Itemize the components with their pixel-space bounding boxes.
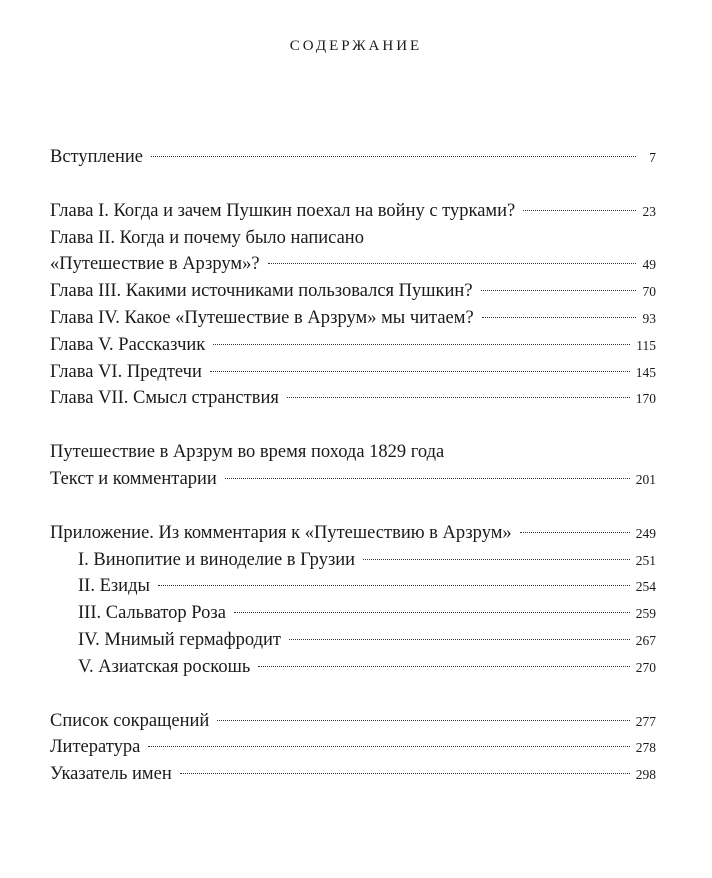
toc-entry-chapter-2-line-1[interactable] (50, 225, 656, 252)
toc-entry-label: Глава II. Когда и почему было написано (50, 227, 364, 248)
toc-entry-chapter-3[interactable] (50, 278, 656, 305)
toc-page-number: 93 (642, 310, 656, 326)
dot-leader (523, 210, 636, 211)
dot-leader (520, 532, 630, 533)
toc-entry-label: Литература (50, 737, 141, 758)
toc-entry-label: «Путешествие в Арзрум»? (50, 254, 260, 275)
toc-page-number: 249 (635, 525, 656, 541)
toc-entry-label: Глава VII. Смысл странствия (50, 388, 279, 409)
toc-entry-label: Вступление (50, 147, 143, 167)
toc-page-number: 201 (635, 471, 656, 487)
toc-entry-label: I. Винопитие и виноделие в Грузии (78, 549, 356, 570)
toc-entry-label: Глава VI. Предтечи (50, 361, 202, 382)
toc-entry-intro[interactable] (50, 144, 656, 171)
toc-entry-abbreviations[interactable] (50, 708, 656, 735)
toc-page-number: 49 (642, 257, 656, 273)
toc-entry-index[interactable] (50, 761, 656, 788)
toc-page-number: 7 (649, 150, 656, 165)
toc-entry-chapter-7[interactable] (50, 385, 656, 412)
dot-leader (225, 478, 630, 479)
toc-page-number: 115 (636, 337, 656, 353)
toc-entry-appendix-1[interactable] (50, 547, 656, 574)
toc-entry-label: Глава V. Рассказчик (50, 334, 206, 355)
toc-entry-chapter-6[interactable] (50, 359, 656, 386)
toc-page-number: 23 (642, 203, 656, 219)
dot-leader (158, 585, 630, 586)
section-gap (50, 681, 656, 708)
toc-entry-label: Текст и комментарии (50, 468, 217, 489)
dot-leader (268, 263, 636, 264)
toc-entry-label: Список сокращений (50, 710, 210, 731)
toc-entry-label: V. Азиатская роскошь (78, 656, 251, 677)
section-gap (50, 412, 656, 439)
dot-leader (363, 559, 630, 560)
dot-leader (289, 639, 630, 640)
toc-entry-chapter-4[interactable] (50, 305, 656, 332)
toc-entry-appendix-2[interactable] (50, 573, 656, 600)
toc-page-number: 277 (635, 713, 656, 729)
toc-page-number: 254 (635, 579, 656, 595)
toc-page-number: 278 (635, 740, 656, 756)
toc-entry-label: Глава IV. Какое «Путешествие в Арзрум» мы читаем? (50, 307, 474, 328)
toc-entry-chapter-5[interactable] (50, 332, 656, 359)
dot-leader (151, 156, 636, 157)
dot-leader (180, 773, 630, 774)
section-gap (50, 171, 656, 198)
table-of-contents (50, 144, 656, 788)
page-title: СОДЕРЖАНИЕ (289, 38, 423, 54)
toc-entry-chapter-2-line-2[interactable] (50, 251, 656, 278)
toc-page-number: 298 (635, 767, 656, 783)
toc-entry-label: Указатель имен (50, 764, 172, 785)
dot-leader (148, 746, 629, 747)
dot-leader (258, 666, 629, 667)
toc-page-number: 145 (635, 364, 656, 380)
dot-leader (481, 290, 636, 291)
dot-leader (482, 317, 636, 318)
dot-leader (217, 720, 629, 721)
dot-leader (210, 371, 630, 372)
toc-entry-label: Путешествие в Арзрум во время похода 1829 года (50, 442, 445, 463)
toc-entry-label: Глава III. Какими источниками пользовался Пушкин? (50, 281, 473, 302)
toc-entry-appendix-5[interactable] (50, 654, 656, 681)
toc-entry-text-line-2[interactable] (50, 466, 656, 493)
toc-entry-label: Глава I. Когда и зачем Пушкин поехал на войну с турками? (50, 200, 516, 221)
toc-entry-text-line-1[interactable] (50, 439, 656, 466)
toc-entry-label: Приложение. Из комментария к «Путешествию в Арзрум» (50, 522, 512, 543)
toc-entry-appendix-3[interactable] (50, 600, 656, 627)
toc-entry-label: IV. Мнимый гермафродит (78, 629, 281, 650)
section-gap (50, 493, 656, 520)
dot-leader (213, 344, 630, 345)
toc-entry-label: III. Сальватор Роза (78, 603, 226, 624)
dot-leader (234, 612, 630, 613)
toc-page-number: 251 (635, 552, 656, 568)
toc-page-number: 267 (635, 632, 656, 648)
toc-entry-appendix[interactable] (50, 520, 656, 547)
toc-entry-appendix-4[interactable] (50, 627, 656, 654)
toc-page-number: 259 (635, 606, 656, 622)
toc-page-number: 70 (642, 284, 656, 300)
dot-leader (287, 397, 630, 398)
toc-entry-chapter-1[interactable] (50, 198, 656, 225)
toc-page-number: 270 (635, 659, 656, 675)
toc-entry-label: II. Езиды (78, 576, 150, 597)
toc-entry-literature[interactable] (50, 734, 656, 761)
toc-page-number: 170 (635, 391, 656, 407)
